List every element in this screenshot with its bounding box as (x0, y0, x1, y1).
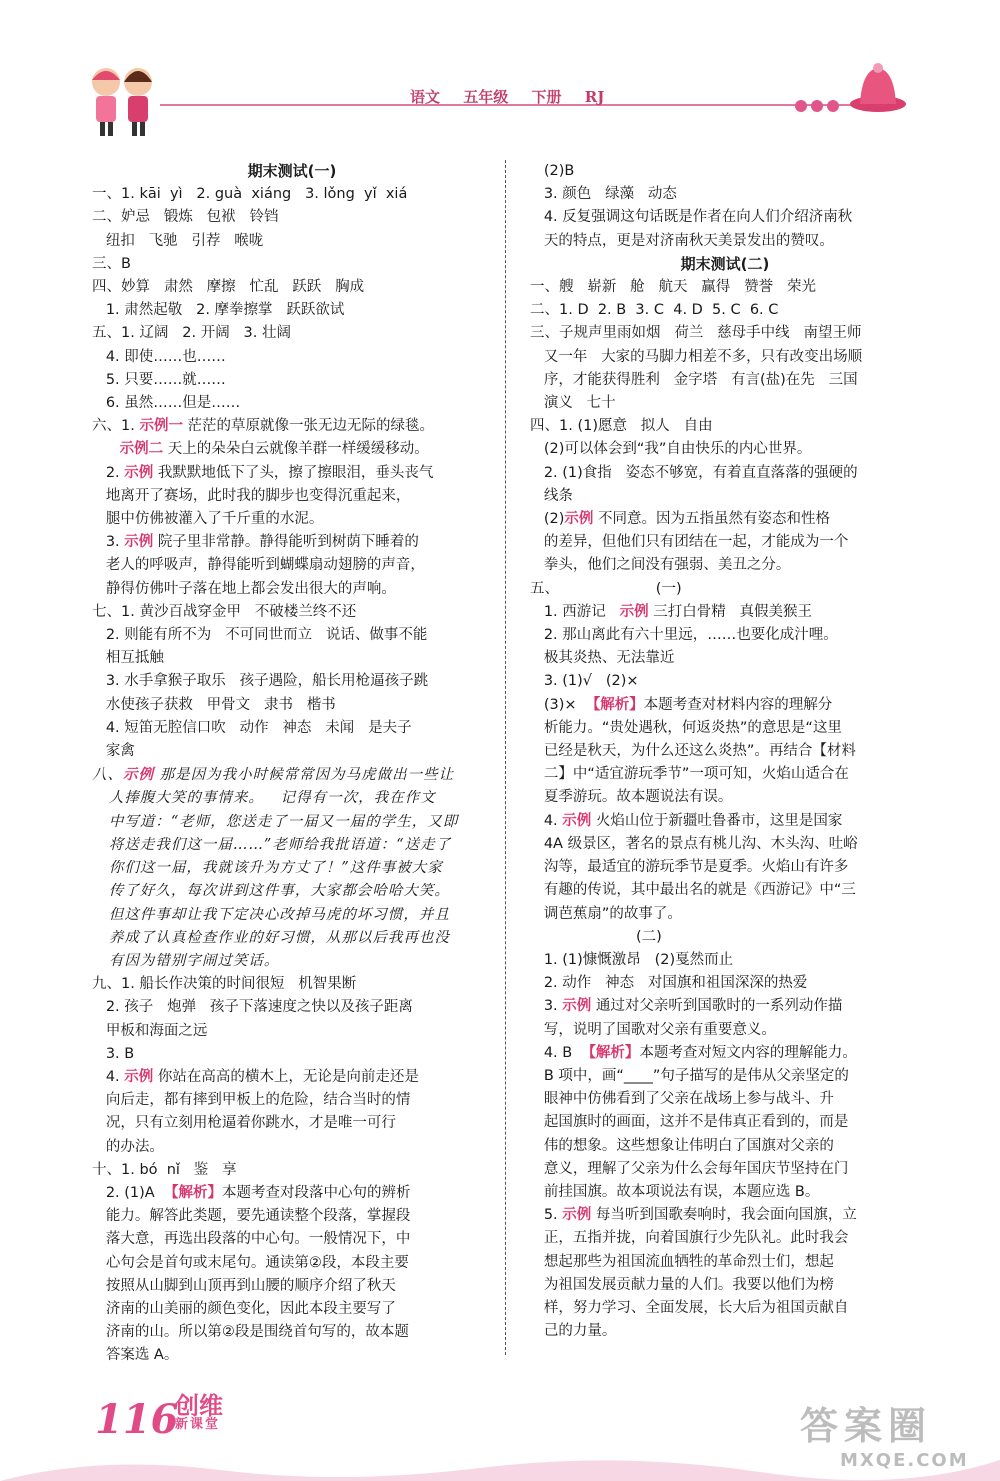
answer-line (92, 647, 492, 670)
right-column (530, 160, 920, 1343)
answer-line (530, 1135, 920, 1158)
hat-icon (848, 60, 908, 115)
line-text: 沟等，最适宜的游玩季节是夏季。火焰山有许多 (530, 859, 849, 876)
line-text: 天的特点，更是对济南秋天美景发出的赞叹。 (530, 232, 834, 249)
page-number: 116 (95, 1396, 179, 1443)
line-text: 四、1. (1)愿意 拟人 自由 (530, 418, 713, 435)
line-text: 调芭蕉扇”的故事了。 (530, 905, 682, 922)
example-tag: 示例 (562, 812, 592, 829)
line-text: 地离开了赛场，此时我的脚步也变得沉重起来， (92, 487, 411, 504)
answer-line (92, 1298, 492, 1321)
answer-line (92, 670, 492, 693)
brand-logo (175, 1392, 223, 1432)
example-tag: 【解析】 (163, 1184, 222, 1201)
line-text: 拳头，他们之间没有强弱、美丑之分。 (530, 557, 791, 574)
answer-line (92, 927, 492, 950)
line-text: 想起那些为祖国流血牺牲的革命烈士们，想起 (530, 1253, 834, 1270)
answer-line (530, 1181, 920, 1204)
line-text: 3. 颜色 绿藻 动态 (530, 186, 677, 203)
line-text: 一、1. kāi yì 2. guà xiáng 3. lǒng yǐ xiá (92, 186, 408, 203)
line-text: 二、1. D 2. B 3. C 4. D 5. C 6. C (530, 302, 779, 319)
line-text: 2. 那山离此有六十里远，……也要化成汁哩。 (530, 627, 838, 644)
line-text: 况，只有立刻用枪逼着你跳水，才是唯一可行 (92, 1115, 396, 1132)
line-text: 3. (530, 998, 563, 1015)
line-text: 起国旗时的画面，这并不是伟真正看到的，而是 (530, 1114, 849, 1131)
line-text: 你们这一届，我就该升为方丈了！”这件事被大家 (92, 860, 443, 877)
answer-line (530, 717, 920, 740)
line-text-rest: 每当听到国歌奏响时，我会面向国旗，立 (591, 1207, 857, 1224)
line-text: 2. (1)A (92, 1184, 164, 1201)
line-text: 六、1. (92, 418, 140, 435)
answer-line (92, 740, 492, 763)
line-text: 析能力。“贵处遇秋，何返炎热”的意思是“这里 (530, 719, 842, 736)
answer-line (92, 1089, 492, 1112)
answer-line (530, 1065, 920, 1088)
answer-line (530, 508, 920, 531)
answer-line (92, 904, 492, 927)
line-text: 中写道：“老师，您送走了一届又一届的学生，又即 (92, 813, 459, 830)
header-title (410, 86, 622, 107)
line-text: 3. B (92, 1045, 135, 1062)
header-dots (795, 97, 843, 116)
line-text: 将送走我们这一届……”老师给我批语道：“送走了 (92, 836, 452, 853)
line-text: 传了好久，每次讲到这件事，大家都会哈哈大笑。 (92, 883, 450, 900)
answer-line (530, 206, 920, 229)
section-title (92, 160, 492, 183)
line-text: 线条 (530, 487, 573, 504)
answer-line (530, 810, 920, 833)
answer-line (530, 322, 920, 345)
answer-line (530, 299, 920, 322)
line-text: 三、子规声里雨如烟 荷兰 慈母手中线 南望王师 (530, 325, 862, 342)
line-text: 又一年 大家的马脚力相差不多，只有改变出场顺 (530, 348, 863, 365)
answer-line (92, 880, 492, 903)
answer-line (530, 438, 920, 461)
line-text: 九、1. 船长作决策的时间很短 机智果断 (92, 976, 357, 993)
line-text: 甲板和海面之远 (92, 1022, 208, 1039)
answer-line (530, 972, 920, 995)
line-text: 落大意，再选出段落的中心句。一般情况下，中 (92, 1231, 411, 1248)
line-text: (2)可以体会到“我”自由快乐的内心世界。 (530, 441, 812, 458)
left-column (92, 160, 492, 1368)
header-grade: 五年级 (463, 88, 509, 106)
answer-line (92, 624, 492, 647)
line-text: 3. 水手拿猴子取乐 孩子遇险，船长用枪逼孩子跳 (92, 673, 429, 690)
line-text: 向后走，都有摔到甲板上的危险，结合当时的情 (92, 1092, 411, 1109)
answer-line (92, 787, 492, 810)
line-text: 有因为错别字闹过笑话。 (92, 952, 280, 969)
answer-line (92, 369, 492, 392)
answer-line (530, 995, 920, 1018)
line-text: 的差异，但他们只有团结在一起，才能成为一个 (530, 534, 849, 551)
line-text: 二、妒忌 锻炼 包袱 铃铛 (92, 209, 279, 226)
answer-line (92, 276, 492, 299)
line-text: (2)B (530, 163, 575, 179)
answer-line (530, 392, 920, 415)
line-text-rest: 本题考查对材料内容的理解分 (643, 696, 833, 713)
answer-line (530, 160, 920, 183)
answer-line (530, 369, 920, 392)
answer-line (530, 346, 920, 369)
line-text-rest: 本题考查对短文内容的理解能力。 (639, 1044, 857, 1061)
line-text: 答案选 A。 (92, 1347, 179, 1364)
answer-line (92, 578, 492, 601)
answer-line (92, 1112, 492, 1135)
line-text: 3. (1)√ (2)× (530, 673, 639, 690)
line-text: 演义 七十 (530, 395, 616, 412)
line-text: 三、B (92, 255, 131, 272)
line-text: 4A 级景区，著名的景点有桃儿沟、木头沟、吐峪 (530, 835, 858, 852)
line-text: 四、妙算 肃然 摩擦 忙乱 跃跃 胸成 (92, 279, 365, 296)
line-text: 4. 反复强调这句话既是作者在向人们介绍济南秋 (530, 209, 853, 226)
example-tag: 示例 (124, 464, 154, 481)
answer-line (530, 694, 920, 717)
answer-line (92, 346, 492, 369)
header-subject: 语文 (410, 88, 441, 106)
line-text: 1. 肃然起敬 2. 摩拳擦掌 跃跃欲试 (92, 302, 345, 319)
line-text: (2) (530, 511, 565, 528)
line-text: 2. 动作 神态 对国旗和祖国深深的热爱 (530, 975, 808, 992)
line-text: 养成了认真检查作业的好习惯，从那以后我再也没 (92, 929, 450, 946)
answer-line (530, 949, 920, 972)
line-text: 五、1. 辽阔 2. 开阔 3. 壮阔 (92, 325, 291, 342)
line-text: 1. 西游记 (530, 603, 620, 620)
line-text: 夏季游玩。故本题说法有误。 (530, 789, 733, 806)
line-text-rest: 茫茫的草原就像一张无边无际的绿毯。 (182, 418, 435, 435)
answer-line (92, 253, 492, 276)
answer-line (92, 1020, 492, 1043)
line-text: 能力。解答此类题，要先通读整个段落，掌握段 (92, 1208, 411, 1225)
example-tag: 示例 (619, 603, 649, 620)
line-text: 4. B (530, 1044, 582, 1061)
answer-line (92, 763, 492, 787)
answer-line (530, 1297, 920, 1320)
line-text: B 项中，画“____”句子描写的是伟从父亲坚定的 (530, 1067, 849, 1084)
header-edition: RJ (584, 88, 605, 106)
line-text: 人捧腹大笑的事情来。 记得有一次，我在作文 (92, 790, 436, 807)
answer-line (92, 973, 492, 996)
answer-line (92, 531, 492, 554)
line-text: 一、艘 崭新 舱 航天 赢得 赞誉 荣光 (530, 279, 816, 296)
line-text: 2. 孩子 炮弹 孩子下落速度之快以及孩子距离 (92, 999, 413, 1016)
line-text: 5. (530, 1207, 563, 1224)
answer-line (92, 438, 492, 461)
line-text-rest: 那是因为我小时候常常因为马虎做出一些让 (154, 767, 455, 784)
example-tag: 示例 (123, 766, 154, 784)
answer-line (92, 1182, 492, 1205)
answer-line (92, 601, 492, 624)
line-text-rest: 你站在高高的横木上，无论是向前走还是 (153, 1068, 419, 1085)
answer-line (92, 1344, 492, 1367)
line-text-rest: 火焰山位于新疆吐鲁番市，这里是国家 (591, 812, 843, 829)
answer-line (92, 183, 492, 206)
line-text: 2. (1)食指 姿态不够宽，有着直直落落的强硬的 (530, 464, 858, 481)
line-text: 5. 只要……就…… (92, 371, 226, 388)
answer-line (92, 392, 492, 415)
answer-line (530, 1019, 920, 1042)
bottom-decoration (0, 1450, 1000, 1481)
answer-line (92, 857, 492, 880)
answer-line (92, 1066, 492, 1089)
line-text: 样，努力学习、全面发展，长大后为祖国贡献自 (530, 1299, 849, 1316)
answer-line (92, 1275, 492, 1298)
line-text: 心句会是首句或末尾句。通读第②段，本段主要 (92, 1254, 409, 1271)
example-tag: 示例 (562, 1207, 592, 1224)
line-text: 4. 短笛无腔信口吹 动作 神态 未闻 是夫子 (92, 719, 412, 736)
answer-line (92, 950, 492, 973)
answer-line (530, 1204, 920, 1227)
answer-line (530, 833, 920, 856)
example-tag: 示例 (562, 998, 592, 1015)
watermark-text: 答案圈 (800, 1404, 933, 1448)
line-text-rest: 三打白骨精 真假美猴王 (648, 603, 813, 620)
line-text: 按照从山脚到山顶再到山腰的顺序介绍了秋天 (92, 1277, 396, 1294)
header-volume: 下册 (531, 88, 562, 106)
example-tag: 示例 (124, 1068, 154, 1085)
line-text: 老人的呼吸声，静得能听到蝴蝶扇动翅膀的声音， (92, 557, 425, 574)
line-text: 伟的想象。这些想象让伟明白了国旗对父亲的 (530, 1137, 834, 1154)
line-text: 期末测试(二) (680, 254, 770, 273)
answer-line (530, 1227, 920, 1250)
answer-line (530, 415, 920, 438)
answer-line (92, 462, 492, 485)
line-text: 己的力量。 (530, 1323, 617, 1340)
answer-line (92, 508, 492, 531)
line-text: 2. (92, 464, 125, 481)
answer-line (530, 1320, 920, 1343)
answer-line (92, 717, 492, 740)
line-text: (二) (530, 928, 662, 945)
line-text: 济南的山。所以第②段是围绕首句写的，故本题 (92, 1324, 409, 1341)
answer-line (92, 996, 492, 1019)
section-title (530, 253, 920, 276)
line-text: 4. (530, 812, 563, 829)
answer-line (530, 763, 920, 786)
answer-line (92, 694, 492, 717)
line-text: 眼神中仿佛看到了父亲在战场上参与战斗、升 (530, 1091, 834, 1108)
answer-line (530, 1158, 920, 1181)
line-text: 十、1. bó nǐ 鉴 享 (92, 1161, 237, 1178)
answer-line (530, 531, 920, 554)
answer-line (92, 1043, 492, 1066)
answer-line (92, 322, 492, 345)
line-text: 3. (92, 534, 125, 551)
line-text: 有趣的传说，其中最出名的就是《西游记》中“三 (530, 882, 856, 899)
line-text: 意义，理解了父亲为什么会每年国庆节坚持在门 (530, 1160, 849, 1177)
answer-line (92, 485, 492, 508)
answer-line (530, 926, 920, 949)
line-text: 写，说明了国歌对父亲有重要意义。 (530, 1021, 776, 1038)
line-text-rest: 本题考查对段落中心句的辨析 (221, 1184, 411, 1201)
line-text: 4. (92, 1068, 125, 1085)
watermark-url: MXQE.COM (840, 1450, 969, 1471)
example-tag: 示例一 (139, 418, 183, 435)
line-text: 4. 即使……也…… (92, 348, 226, 365)
line-text (92, 441, 120, 457)
line-text: 序，才能获得胜利 金字塔 有言(盐)在先 三国 (530, 371, 858, 388)
answer-line (530, 1274, 920, 1297)
answer-line (92, 1321, 492, 1344)
line-text: 为祖国发展贡献力量的人们。我要以他们为榜 (530, 1276, 834, 1293)
answer-line (530, 601, 920, 624)
line-text: 腿中仿佛被灌入了千斤重的水泥。 (92, 511, 324, 528)
line-text-rest: 天上的朵朵白云就像羊群一样缓缓移动。 (163, 441, 429, 458)
line-text: 的办法。 (92, 1138, 164, 1155)
answer-line (92, 1252, 492, 1275)
line-text: 济南的山美丽的颜色变化，因此本段主要写了 (92, 1300, 396, 1317)
answer-line (530, 485, 920, 508)
answer-line (530, 1111, 920, 1134)
line-text: 家禽 (92, 743, 135, 760)
answer-line (530, 903, 920, 926)
example-tag: 示例 (564, 511, 594, 528)
answer-line (530, 183, 920, 206)
line-text-rest: 院子里非常静。静得能听到树荫下睡着的 (153, 534, 419, 551)
line-text: 二】中“适宜游玩季节”一项可知，火焰山适合在 (530, 766, 849, 783)
example-tag: 示例二 (119, 441, 164, 458)
answer-line (530, 276, 920, 299)
line-text: 6. 虽然……但是…… (92, 395, 241, 412)
line-text: 纽扣 飞驰 引荐 喉咙 (92, 232, 264, 249)
answer-line (92, 1228, 492, 1251)
line-text: 正，五指并拢，向着国旗行少先队礼。此时我会 (530, 1230, 849, 1247)
answer-line (92, 415, 492, 438)
column-divider (505, 160, 506, 1355)
answer-line (530, 462, 920, 485)
answer-line (92, 206, 492, 229)
answer-line (530, 1042, 920, 1065)
answer-line (530, 1251, 920, 1274)
answer-line (530, 578, 920, 601)
answer-line (530, 740, 920, 763)
line-text: 已经是秋天，为什么还这么炎热”。再结合【材料 (530, 743, 856, 760)
answer-line (530, 1088, 920, 1111)
answer-line (92, 1159, 492, 1182)
page-header (0, 0, 1000, 150)
line-text: 前挂国旗。故本项说法有误，本题应选 B。 (530, 1183, 820, 1200)
line-text: 1. (1)慷慨激昂 (2)戛然而止 (530, 951, 734, 968)
line-text: 2. 则能有所不为 不可同世而立 说话、做事不能 (92, 627, 428, 644)
example-tag: 【解析】 (581, 1044, 640, 1061)
answer-line (530, 879, 920, 902)
answer-line (92, 811, 492, 834)
line-text: 期末测试(一) (247, 162, 337, 180)
answer-line (530, 554, 920, 577)
answer-line (530, 230, 920, 253)
line-text: 极其炎热、无法靠近 (530, 650, 675, 667)
line-text: 八、 (92, 767, 123, 784)
answer-line (92, 1136, 492, 1159)
brand-name: 创维 (175, 1392, 223, 1420)
answer-line (530, 624, 920, 647)
line-text-rest: 不同意。因为五指虽然有姿态和性格 (593, 511, 830, 528)
line-text-rest: 通过对父亲听到国歌时的一系列动作描 (591, 998, 843, 1015)
cartoon-kids-icon (78, 60, 168, 140)
answer-line (530, 670, 920, 693)
line-text: 七、1. 黄沙百战穿金甲 不破楼兰终不还 (92, 603, 357, 620)
line-text: 水使孩子获救 甲骨文 隶书 楷书 (92, 696, 336, 713)
line-text: 相互抵触 (92, 650, 164, 667)
example-tag: 示例 (124, 534, 154, 551)
example-tag: 【解析】 (585, 696, 644, 713)
line-text: 但这件事却让我下定决心改掉马虎的坏习惯，并且 (92, 906, 450, 923)
answer-line (530, 647, 920, 670)
line-text-rest: 我默默地低下了头，擦了擦眼泪，垂头丧气 (153, 464, 434, 481)
answer-line (92, 834, 492, 857)
brand-sub: 新课堂 (175, 1417, 221, 1432)
answer-line (530, 856, 920, 879)
answer-line (530, 786, 920, 809)
line-text: 五、 (一) (530, 580, 682, 597)
answer-line (92, 230, 492, 253)
line-text: 静得仿佛叶子落在地上都会发出很大的声响。 (92, 580, 396, 597)
answer-line (92, 554, 492, 577)
line-text: (3)× (530, 696, 586, 713)
answer-line (92, 1205, 492, 1228)
answer-line (92, 299, 492, 322)
